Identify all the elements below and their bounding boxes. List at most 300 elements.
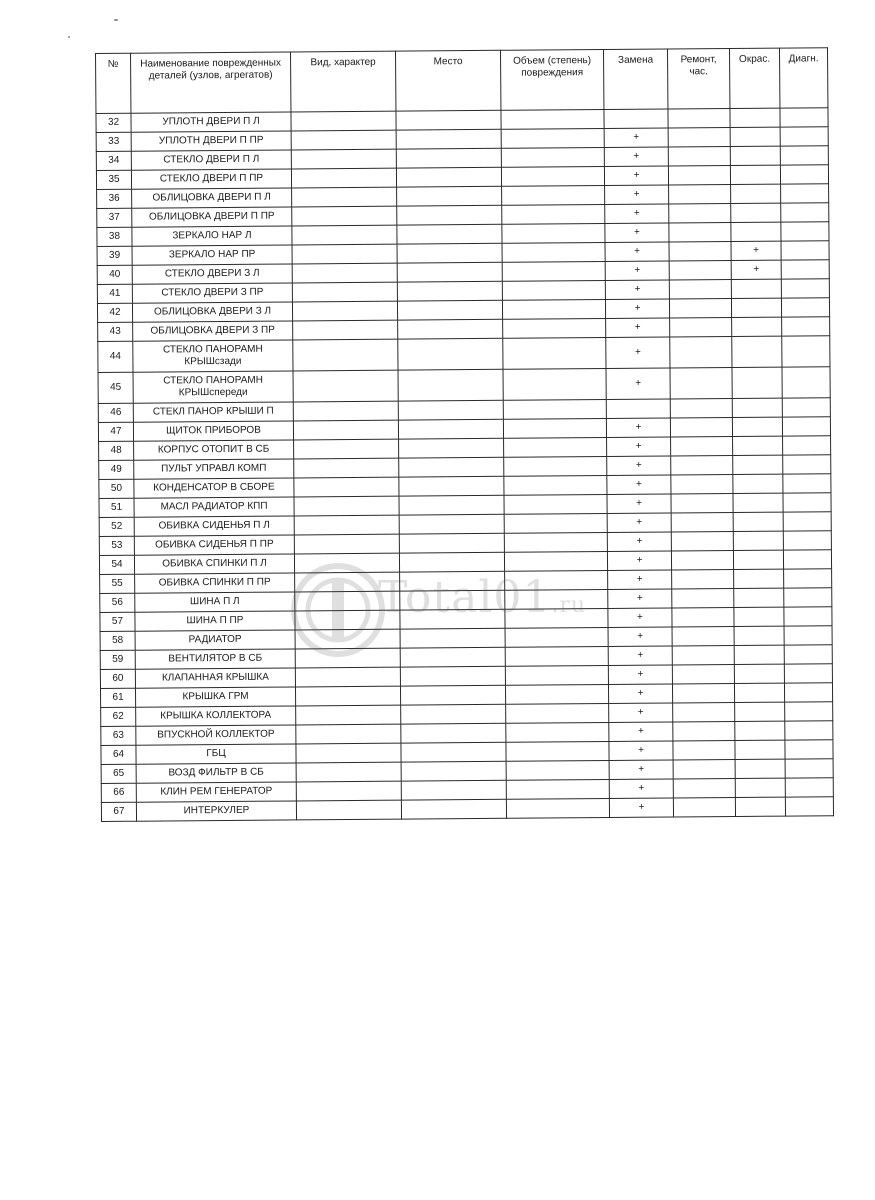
row-volume xyxy=(501,167,604,187)
row-paint-mark xyxy=(732,336,782,367)
row-part-name: ИНТЕРКУЛЕР xyxy=(136,801,296,821)
row-repair xyxy=(671,437,733,456)
row-replace-mark: + xyxy=(604,166,668,186)
row-replace-mark xyxy=(604,109,668,129)
row-repair xyxy=(671,494,733,513)
row-paint-mark xyxy=(735,797,785,816)
row-kind xyxy=(296,705,401,725)
row-replace-mark: + xyxy=(609,722,673,742)
row-place xyxy=(400,666,505,686)
row-diag xyxy=(780,165,828,184)
row-paint-mark xyxy=(730,127,780,146)
row-place xyxy=(400,647,505,667)
header-repair: Ремонт, час. xyxy=(667,49,729,109)
row-diag xyxy=(785,778,833,797)
row-place xyxy=(396,129,501,149)
row-part-name: ЗЕРКАЛО НАР ПР xyxy=(132,245,292,265)
row-diag xyxy=(782,417,830,436)
row-volume xyxy=(502,261,605,281)
row-replace-mark: + xyxy=(608,684,672,704)
row-part-name: ОБИВКА СИДЕНЬЯ П Л xyxy=(134,516,294,536)
table-body xyxy=(96,108,834,822)
row-number: 47 xyxy=(98,422,133,441)
row-paint-mark xyxy=(733,474,783,493)
row-paint-mark xyxy=(734,607,784,626)
row-diag xyxy=(783,512,831,531)
row-diag xyxy=(783,531,831,550)
row-diag xyxy=(784,645,832,664)
row-place xyxy=(397,186,502,206)
row-kind xyxy=(291,130,396,150)
row-repair xyxy=(670,418,732,437)
row-place xyxy=(397,205,502,225)
row-paint-mark xyxy=(730,146,780,165)
row-replace-mark: + xyxy=(604,128,668,148)
scan-speck xyxy=(114,19,118,21)
row-replace-mark: + xyxy=(606,318,670,338)
row-paint-mark xyxy=(733,550,783,569)
row-paint-mark xyxy=(732,417,782,436)
header-replace: Замена xyxy=(603,49,667,110)
row-place xyxy=(397,300,502,320)
row-number: 61 xyxy=(100,688,135,707)
row-volume xyxy=(504,551,607,571)
row-part-name: СТЕКЛО ДВЕРИ З Л xyxy=(132,264,292,284)
row-replace-mark xyxy=(606,399,670,419)
header-num: № xyxy=(96,53,131,113)
row-diag xyxy=(781,184,829,203)
row-volume xyxy=(503,418,606,438)
row-place xyxy=(401,761,506,781)
row-repair xyxy=(671,532,733,551)
row-repair xyxy=(673,797,735,816)
row-diag xyxy=(785,740,833,759)
row-part-name: КРЫШКА КОЛЛЕКТОРА xyxy=(136,706,296,726)
row-diag xyxy=(782,317,830,336)
row-place xyxy=(397,281,502,301)
row-diag xyxy=(785,759,833,778)
row-paint-mark xyxy=(731,298,781,317)
row-repair xyxy=(668,128,730,147)
row-part-name: СТЕКЛО ДВЕРИ П ПР xyxy=(131,169,291,189)
row-kind xyxy=(294,515,399,535)
row-repair xyxy=(670,318,732,337)
row-diag xyxy=(785,797,833,816)
row-replace-mark: + xyxy=(604,147,668,167)
row-paint-mark xyxy=(734,664,784,683)
row-replace-mark: + xyxy=(607,513,671,533)
row-number: 58 xyxy=(100,631,135,650)
row-part-name: ОБЛИЦОВКА ДВЕРИ П Л xyxy=(132,188,292,208)
row-kind xyxy=(296,762,401,782)
row-diag xyxy=(783,493,831,512)
row-place xyxy=(399,533,504,553)
row-number: 46 xyxy=(98,403,133,422)
row-volume xyxy=(506,703,609,723)
watermark-text-suffix: .ru xyxy=(551,593,587,618)
row-diag xyxy=(782,336,830,367)
row-volume xyxy=(505,589,608,609)
row-diag xyxy=(781,279,829,298)
row-diag xyxy=(784,607,832,626)
row-volume xyxy=(502,243,605,263)
row-paint-mark xyxy=(734,569,784,588)
row-diag xyxy=(785,721,833,740)
row-kind xyxy=(295,686,400,706)
row-kind xyxy=(295,648,400,668)
row-diag xyxy=(780,108,828,127)
row-replace-mark: + xyxy=(606,337,670,369)
row-paint-mark xyxy=(733,531,783,550)
row-volume xyxy=(502,224,605,244)
row-number: 43 xyxy=(98,322,133,341)
row-place xyxy=(396,148,501,168)
row-repair xyxy=(672,570,734,589)
row-paint-mark: + xyxy=(731,241,781,260)
row-paint-mark xyxy=(734,683,784,702)
row-paint-mark xyxy=(735,702,785,721)
row-number: 42 xyxy=(97,303,132,322)
row-volume xyxy=(501,148,604,168)
row-paint-mark xyxy=(733,455,783,474)
row-repair xyxy=(668,147,730,166)
row-place xyxy=(398,369,503,401)
row-volume xyxy=(505,684,608,704)
row-replace-mark: + xyxy=(608,570,672,590)
header-paint: Окрас. xyxy=(729,48,779,108)
row-kind xyxy=(296,743,401,763)
row-paint-mark xyxy=(734,626,784,645)
row-number: 38 xyxy=(97,227,132,246)
row-place xyxy=(396,110,501,130)
row-kind xyxy=(294,439,399,459)
row-part-name: ПУЛЬТ УПРАВЛ КОМП xyxy=(134,459,294,479)
row-volume xyxy=(505,646,608,666)
row-part-name: ШИНА П ПР xyxy=(135,611,295,631)
row-volume xyxy=(501,110,604,130)
row-kind xyxy=(292,187,397,207)
row-kind xyxy=(293,339,398,371)
row-number: 44 xyxy=(98,341,133,372)
row-kind xyxy=(293,420,398,440)
row-paint-mark xyxy=(733,493,783,512)
row-place xyxy=(396,167,501,187)
row-kind xyxy=(293,320,398,340)
row-place xyxy=(397,224,502,244)
row-repair xyxy=(669,299,731,318)
header-diag: Диагн. xyxy=(779,48,827,108)
row-replace-mark: + xyxy=(607,532,671,552)
row-place xyxy=(399,438,504,458)
row-diag xyxy=(783,455,831,474)
header-volume: Объем (степень) повреждения xyxy=(500,50,603,111)
row-volume xyxy=(504,437,607,457)
row-number: 60 xyxy=(100,669,135,688)
row-volume xyxy=(504,494,607,514)
row-kind xyxy=(293,370,398,402)
row-replace-mark: + xyxy=(608,589,672,609)
row-part-name: ОБЛИЦОВКА ДВЕРИ П ПР xyxy=(132,207,292,227)
row-kind xyxy=(294,477,399,497)
row-diag xyxy=(784,664,832,683)
row-volume xyxy=(502,280,605,300)
row-part-name: ВПУСКНОЙ КОЛЛЕКТОР xyxy=(136,725,296,745)
row-part-name: СТЕКЛО ПАНОРАМН КРЫШспереди xyxy=(133,371,293,403)
row-number: 59 xyxy=(100,650,135,669)
row-paint-mark xyxy=(735,740,785,759)
row-replace-mark: + xyxy=(605,204,669,224)
row-volume xyxy=(504,532,607,552)
row-volume xyxy=(503,318,606,338)
row-part-name: КОРПУС ОТОПИТ В СБ xyxy=(134,440,294,460)
row-number: 65 xyxy=(101,764,136,783)
row-part-name: ГБЦ xyxy=(136,744,296,764)
row-volume xyxy=(505,570,608,590)
row-volume xyxy=(503,337,606,369)
row-place xyxy=(400,590,505,610)
row-part-name: УПЛОТН ДВЕРИ П Л xyxy=(131,112,291,132)
row-repair xyxy=(671,513,733,532)
row-replace-mark: + xyxy=(609,703,673,723)
row-replace-mark: + xyxy=(605,261,669,281)
scan-speck xyxy=(68,36,70,38)
row-kind xyxy=(292,282,397,302)
row-paint-mark xyxy=(735,759,785,778)
row-paint-mark xyxy=(734,588,784,607)
row-replace-mark: + xyxy=(607,551,671,571)
row-volume xyxy=(505,627,608,647)
row-replace-mark: + xyxy=(605,223,669,243)
row-part-name: КЛИН РЕМ ГЕНЕРАТОР xyxy=(136,782,296,802)
row-kind xyxy=(292,206,397,226)
row-kind xyxy=(295,667,400,687)
row-kind xyxy=(292,225,397,245)
row-diag xyxy=(783,436,831,455)
row-number: 57 xyxy=(100,612,135,631)
row-diag xyxy=(782,367,830,398)
row-place xyxy=(400,609,505,629)
row-kind xyxy=(294,553,399,573)
row-number: 55 xyxy=(100,574,135,593)
row-kind xyxy=(295,572,400,592)
row-repair xyxy=(673,740,735,759)
row-diag xyxy=(781,203,829,222)
row-paint-mark xyxy=(731,203,781,222)
row-number: 36 xyxy=(97,189,132,208)
header-place: Место xyxy=(395,50,500,111)
row-number: 64 xyxy=(101,745,136,764)
row-part-name: ШИНА П Л xyxy=(135,592,295,612)
row-number: 50 xyxy=(99,479,134,498)
row-number: 63 xyxy=(101,726,136,745)
row-place xyxy=(398,338,503,370)
row-diag xyxy=(780,127,828,146)
row-volume xyxy=(506,741,609,761)
row-replace-mark: + xyxy=(608,646,672,666)
row-repair xyxy=(669,242,731,261)
row-replace-mark: + xyxy=(608,627,672,647)
row-repair xyxy=(669,204,731,223)
row-kind xyxy=(296,724,401,744)
row-place xyxy=(399,552,504,572)
row-number: 48 xyxy=(99,441,134,460)
row-volume xyxy=(505,665,608,685)
row-paint-mark xyxy=(733,436,783,455)
row-part-name: СТЕКЛО ДВЕРИ З ПР xyxy=(132,283,292,303)
row-number: 62 xyxy=(101,707,136,726)
row-number: 52 xyxy=(99,517,134,536)
row-place xyxy=(401,780,506,800)
row-part-name: ЗЕРКАЛО НАР Л xyxy=(132,226,292,246)
row-place xyxy=(397,243,502,263)
row-diag xyxy=(781,260,829,279)
row-replace-mark: + xyxy=(608,608,672,628)
row-repair xyxy=(672,607,734,626)
row-repair xyxy=(670,337,732,368)
row-replace-mark: + xyxy=(607,494,671,514)
row-kind xyxy=(295,629,400,649)
row-part-name: КОНДЕНСАТОР В СБОРЕ xyxy=(134,478,294,498)
row-paint-mark xyxy=(734,645,784,664)
row-volume xyxy=(503,368,606,400)
row-diag xyxy=(783,474,831,493)
row-paint-mark xyxy=(732,317,782,336)
row-number: 39 xyxy=(97,246,132,265)
row-part-name: КРЫШКА ГРМ xyxy=(135,687,295,707)
row-diag xyxy=(784,683,832,702)
row-volume xyxy=(506,798,609,818)
row-volume xyxy=(503,399,606,419)
row-repair xyxy=(668,109,730,128)
row-diag xyxy=(784,569,832,588)
row-number: 67 xyxy=(101,802,136,821)
row-volume xyxy=(504,456,607,476)
row-number: 56 xyxy=(100,593,135,612)
row-replace-mark: + xyxy=(609,779,673,799)
row-number: 54 xyxy=(99,555,134,574)
header-kind: Вид, характер xyxy=(290,51,395,112)
row-number: 41 xyxy=(97,284,132,303)
row-paint-mark xyxy=(731,222,781,241)
row-paint-mark xyxy=(735,778,785,797)
row-number: 51 xyxy=(99,498,134,517)
row-part-name: УПЛОТН ДВЕРИ П ПР xyxy=(131,131,291,151)
row-part-name: КЛАПАННАЯ КРЫШКА xyxy=(135,668,295,688)
row-replace-mark: + xyxy=(606,368,670,400)
row-kind xyxy=(294,496,399,516)
row-diag xyxy=(781,241,829,260)
row-kind xyxy=(294,534,399,554)
row-kind xyxy=(291,168,396,188)
row-kind xyxy=(296,800,401,820)
row-paint-mark: + xyxy=(731,260,781,279)
row-paint-mark xyxy=(730,108,780,127)
row-part-name: ВОЗД ФИЛЬТР В СБ xyxy=(136,763,296,783)
row-repair xyxy=(672,664,734,683)
row-replace-mark: + xyxy=(605,299,669,319)
row-replace-mark: + xyxy=(607,475,671,495)
header-name: Наименование поврежденных деталей (узлов, агрегатов) xyxy=(131,52,291,113)
row-repair xyxy=(673,702,735,721)
row-paint-mark xyxy=(732,398,782,417)
row-kind xyxy=(291,149,396,169)
row-repair xyxy=(672,626,734,645)
row-volume xyxy=(502,186,605,206)
row-place xyxy=(401,799,506,819)
row-repair xyxy=(671,551,733,570)
row-replace-mark: + xyxy=(605,185,669,205)
row-repair xyxy=(669,280,731,299)
row-replace-mark: + xyxy=(607,437,671,457)
row-paint-mark xyxy=(733,512,783,531)
row-volume xyxy=(506,779,609,799)
row-volume xyxy=(506,760,609,780)
row-kind xyxy=(293,401,398,421)
row-volume xyxy=(502,205,605,225)
row-part-name: ЩИТОК ПРИБОРОВ xyxy=(133,421,293,441)
row-repair xyxy=(672,683,734,702)
row-number: 35 xyxy=(96,170,131,189)
table-header-row xyxy=(96,48,828,114)
row-number: 33 xyxy=(96,132,131,151)
row-number: 37 xyxy=(97,208,132,227)
row-part-name: ОБИВКА СИДЕНЬЯ П ПР xyxy=(134,535,294,555)
row-kind xyxy=(292,263,397,283)
row-diag xyxy=(782,398,830,417)
row-place xyxy=(401,742,506,762)
row-part-name: ОБИВКА СПИНКИ П ПР xyxy=(135,573,295,593)
row-part-name: СТЕКЛ ПАНОР КРЫШИ П xyxy=(133,402,293,422)
row-paint-mark xyxy=(735,721,785,740)
row-replace-mark: + xyxy=(609,741,673,761)
row-number: 53 xyxy=(99,536,134,555)
row-repair xyxy=(669,223,731,242)
row-place xyxy=(397,262,502,282)
row-part-name: ОБЛИЦОВКА ДВЕРИ З Л xyxy=(132,302,292,322)
row-number: 45 xyxy=(98,372,133,403)
row-replace-mark: + xyxy=(609,760,673,780)
row-kind xyxy=(296,781,401,801)
row-part-name: ОБИВКА СПИНКИ П Л xyxy=(134,554,294,574)
row-repair xyxy=(669,185,731,204)
row-diag xyxy=(785,702,833,721)
row-number: 40 xyxy=(97,265,132,284)
row-number: 34 xyxy=(96,151,131,170)
row-number: 66 xyxy=(101,783,136,802)
row-place xyxy=(400,628,505,648)
row-repair xyxy=(673,759,735,778)
row-replace-mark: + xyxy=(605,280,669,300)
row-kind xyxy=(295,591,400,611)
row-repair xyxy=(673,778,735,797)
row-replace-mark: + xyxy=(607,456,671,476)
row-number: 49 xyxy=(99,460,134,479)
row-volume xyxy=(505,608,608,628)
row-replace-mark: + xyxy=(608,665,672,685)
row-place xyxy=(399,514,504,534)
damage-table xyxy=(95,47,834,822)
row-repair xyxy=(672,589,734,608)
row-volume xyxy=(501,129,604,149)
row-place xyxy=(399,495,504,515)
row-diag xyxy=(784,626,832,645)
row-volume xyxy=(502,299,605,319)
row-replace-mark: + xyxy=(605,242,669,262)
row-place xyxy=(398,319,503,339)
row-replace-mark: + xyxy=(606,418,670,438)
watermark-text-main: Total01 xyxy=(378,572,552,623)
row-diag xyxy=(781,222,829,241)
